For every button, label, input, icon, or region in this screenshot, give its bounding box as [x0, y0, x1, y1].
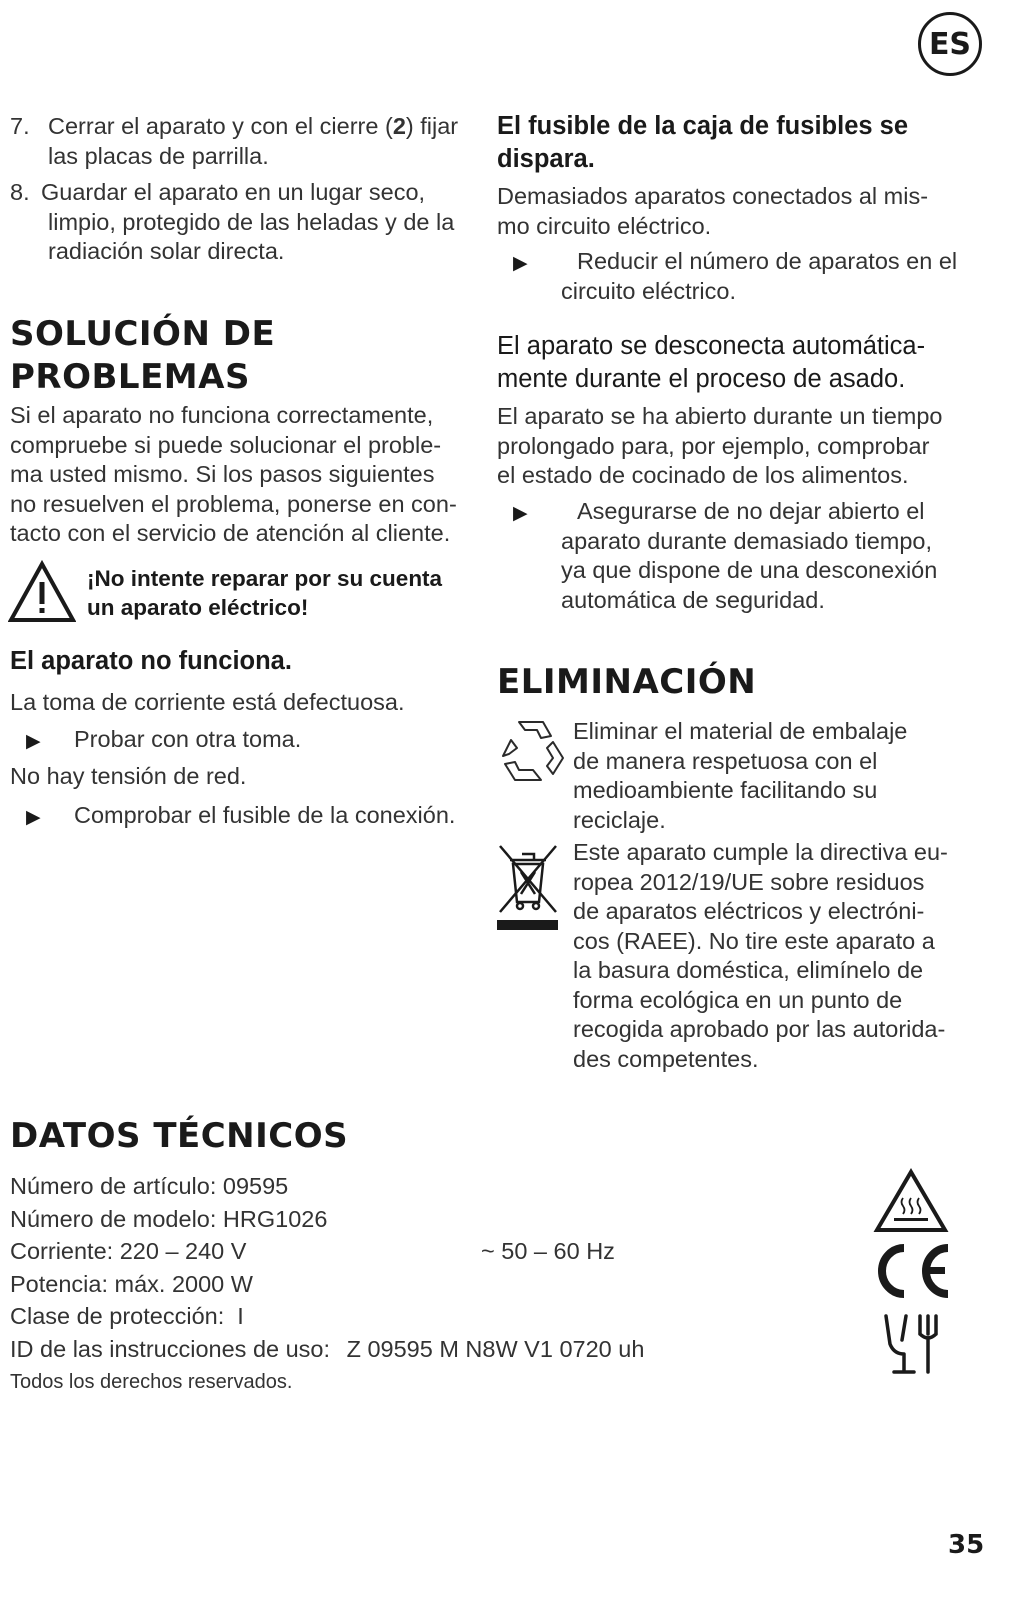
- ce-mark-icon: [868, 1240, 958, 1302]
- tech-data-list: [10, 1170, 710, 1399]
- hot-surface-icon: [873, 1168, 949, 1234]
- manual-id-row: [10, 1333, 710, 1366]
- steps-list: [10, 112, 480, 267]
- fuse-cause: Demasiados aparatos conectados al mis- mo circuito eléctrico.: [497, 183, 929, 239]
- fuse-title: El fusible de la caja de fusibles se dispara.: [497, 112, 909, 173]
- model-number: Número de modelo: HRG1026: [10, 1205, 328, 1232]
- troubleshooting-title: SOLUCIÓN DE PROBLEMAS: [10, 314, 276, 397]
- cause-text: La toma de corriente está defectuosa.: [10, 689, 405, 715]
- step-7: 7. Cerrar el aparato y con el cierre (2) fijar las placas de parrilla.: [10, 113, 459, 169]
- fix-item: ▶ Probar con otra toma.: [10, 725, 480, 757]
- auto-off-fix: ▶ Asegurarse de no dejar abierto el aparato durante demasiado tiempo, ya que dispone de una desconexión automática de seguridad.: [497, 497, 967, 615]
- not-working-title: El aparato no funciona.: [10, 647, 292, 675]
- weee-text: Este aparato cumple la directiva eu- ropea 2012/19/UE sobre residuos de aparatos eléctricos y electróni- cos (RAEE). No tire este aparato a la basura doméstica, elimínelo de forma ecológica en un punto de recogida aprobado por las autorida- des competentes.: [573, 839, 948, 1072]
- fix-item: ▶ Comprobar el fusible de la conexión.: [10, 801, 480, 833]
- power: Potencia: máx. 2000 W: [10, 1270, 253, 1297]
- manual-id-label: ID de las instrucciones de uso:: [10, 1335, 331, 1362]
- crossed-bin-icon: [496, 842, 560, 934]
- page-number: 35: [948, 1530, 985, 1560]
- step-number: 8.: [10, 179, 30, 205]
- disposal-title: ELIMINACIÓN: [497, 662, 757, 702]
- fuse-fix: ▶ Reducir el número de aparatos en el circuito eléctrico.: [497, 247, 967, 306]
- troubleshooting-intro: Si el aparato no funciona correctamente, compruebe si puede solucionar el proble- ma usted mismo. Si los pasos siguientes no resuelven el problema, ponerse en con- tacto con el servicio de atención al cliente.: [10, 402, 457, 546]
- recycle-icon: [497, 718, 567, 784]
- arrow-icon: ▶: [513, 503, 528, 524]
- manual-id: Z 09595 M N8W V1 0720 uh: [346, 1335, 645, 1362]
- protection-class: Clase de protección: I: [10, 1303, 244, 1329]
- part-reference: 2: [392, 113, 406, 139]
- auto-off-title: El aparato se desconecta automática- mente durante el proceso de asado.: [497, 332, 926, 393]
- current-row: [10, 1235, 710, 1268]
- tech-data-title: DATOS TÉCNICOS: [10, 1116, 349, 1156]
- frequency: ~ 50 – 60 Hz: [481, 1238, 615, 1264]
- language-badge: ES: [918, 12, 982, 76]
- cause-text: No hay tensión de red.: [10, 763, 247, 789]
- step-number: 7.: [10, 113, 30, 139]
- article-number: Número de artículo: 09595: [10, 1173, 289, 1199]
- warning-triangle-icon: [8, 560, 76, 624]
- step-8: 8. Guardar el aparato en un lugar seco, limpio, protegido de las heladas y de la radiación solar directa.: [10, 179, 455, 264]
- arrow-icon: ▶: [26, 806, 41, 828]
- arrow-icon: ▶: [513, 253, 528, 274]
- not-working-list: [10, 688, 480, 832]
- warning-text: ¡No intente reparar por su cuenta un aparato eléctrico!: [87, 566, 443, 620]
- auto-off-cause: El aparato se ha abierto durante un tiempo prolongado para, por ejemplo, comprobar el estado de cocinado de los alimentos.: [497, 403, 943, 488]
- arrow-icon: ▶: [26, 730, 41, 752]
- food-safe-icon: [880, 1310, 942, 1376]
- recycle-text: Eliminar el material de embalaje de manera respetuosa con el medioambiente facilitando su reciclaje.: [573, 718, 908, 833]
- current: Corriente: 220 – 240 V: [10, 1238, 247, 1264]
- rights-note: Todos los derechos reservados.: [10, 1371, 293, 1393]
